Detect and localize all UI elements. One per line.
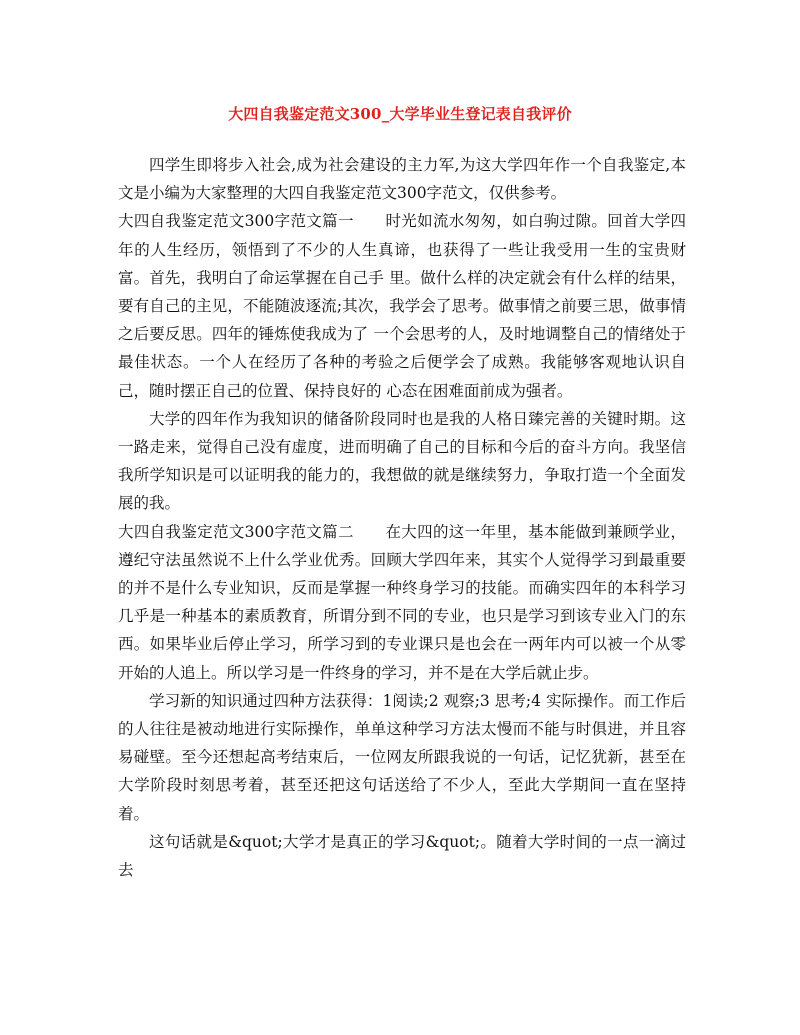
paragraph-university-years: 大学的四年作为我知识的储备阶段同时也是我的人格日臻完善的关键时期。这一路走来，觉得自己没有虚度，进而明确了自己的目标和今后的奋斗方向。我坚信我所学知识是可以证明我的能力的，我想做的就是继续努力，争取打造一个全面发展的我。: [118, 409, 686, 513]
document-body: [118, 151, 686, 884]
document-title: 大四自我鉴定范文300_大学毕业生登记表自我评价: [228, 105, 572, 123]
paragraph-intro: 四学生即将步入社会,成为社会建设的主力军,为这大学四年作一个自我鉴定,本文是小编为大家整理的大四自我鉴定范文300字范文，仅供参考。: [118, 156, 686, 203]
paragraph-article-two: 大四自我鉴定范文300字范文篇二 在大四的这一年里，基本能做到兼顾学业，遵纪守法虽然说不上什么学业优秀。回顾大学四年来，其实个人觉得学习到最重要的并不是什么专业知识，反而是掌握一种终身学习的技能。而确实四年的本科学习几乎是一种基本的素质教育，所谓分到不同的专业，也只是学习到该专业入门的东西。如果毕业后停止学习，所学习到的专业课只是也会在一两年内可以被一个从零开始的人追上。所以学习是一件终身的学习，并不是在大学后就止步。: [118, 522, 686, 682]
paragraph-learning-methods: 学习新的知识通过四种方法获得：1阅读;2 观察;3 思考;4 实际操作。而工作后的人往往是被动地进行实际操作，单单这种学习方法太慢而不能与时俱进，并且容易碰壁。至今还想起高考结束后，一位网友所跟我说的一句话，记忆犹新，甚至在大学阶段时刻思考着，甚至还把这句话送给了不少人，至此大学期间一直在坚持着。: [118, 691, 686, 823]
paragraph-article-one: 大四自我鉴定范文300字范文篇一 时光如流水匆匆，如白驹过隙。回首大学四年的人生经历，领悟到了不少的人生真谛，也获得了一些让我受用一生的宝贵财富。首先，我明白了命运掌握在自己手 里。做什么样的决定就会有什么样的结果，要有自己的主见，不能随波逐流;其次，我学会了思考。做事情之前要三思，做事情之后要反思。四年的锤炼使我成为了 一个会思考的人，及时地调整自己的情绪处于最佳状态。一个人在经历了各种的考验之后便学会了成熟。我能够客观地认识自己，随时摆正自己的位置、保持良好的 心态在困难面前成为强者。: [118, 212, 686, 400]
paragraph-quote: 这句话就是&quot;大学才是真正的学习&quot;。随着大学时间的一点一滴过去: [118, 832, 686, 880]
